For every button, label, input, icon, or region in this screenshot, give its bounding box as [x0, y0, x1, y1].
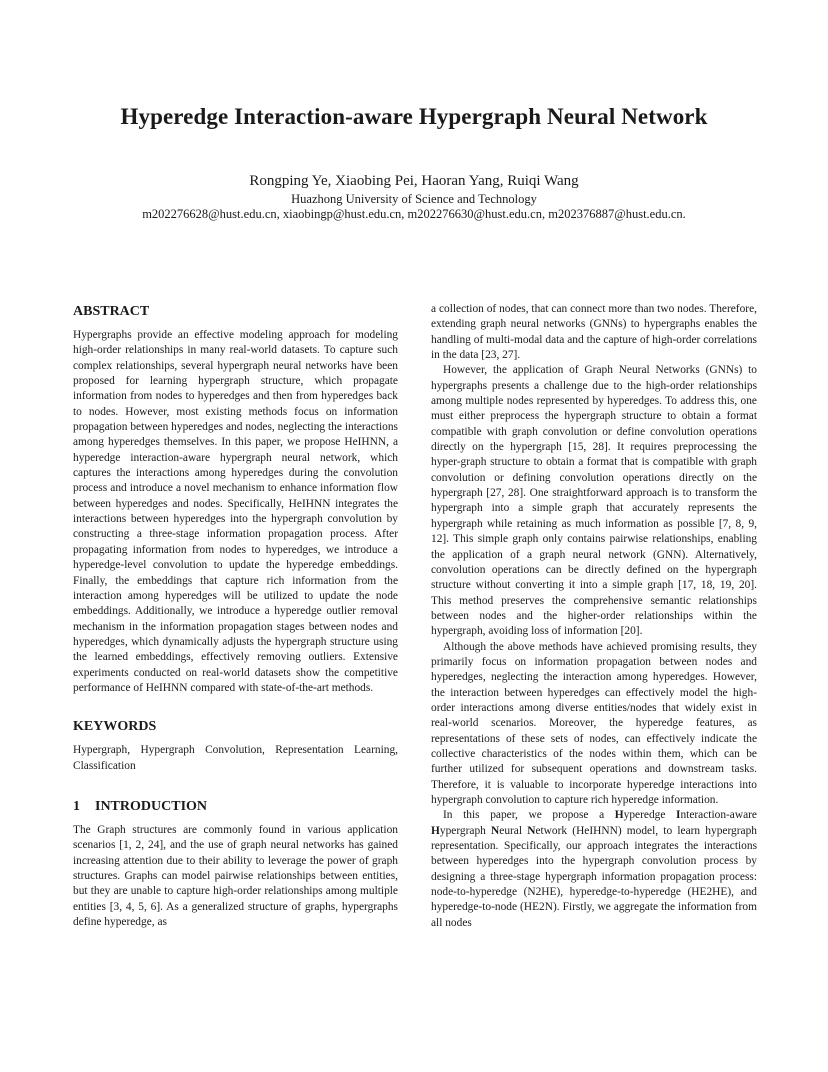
text-run: yperedge	[623, 809, 677, 822]
abstract-heading: ABSTRACT	[73, 304, 150, 319]
text-run: nteraction-aware	[680, 809, 757, 822]
bold-letter: H	[431, 824, 440, 837]
text-run: In this paper, we propose a	[443, 809, 615, 822]
section-number: 1	[73, 798, 80, 814]
intro-paragraph-1: The Graph structures are commonly found in various application scenarios [1, 2, 24], and the use of graph neural networks has gained increasing attention due to their ability to leverage the power of graph structures. Graphs can model pairwise relationships between entities, but they are unable to capture high-order relationships among multiple entities [3, 4, 5, 6]. As a generalized structure of graphs, hypergraphs define hyperedge, as	[73, 823, 398, 928]
left-column	[73, 303, 398, 930]
affiliation: Huazhong University of Science and Technology	[291, 192, 537, 206]
bold-letter: N	[491, 824, 500, 837]
bold-letter: I	[676, 809, 681, 822]
author-list: Rongping Ye, Xiaobing Pei, Haoran Yang, Ruiqi Wang	[249, 173, 579, 189]
bold-letter: N	[527, 824, 536, 837]
text-run: eural	[499, 824, 528, 837]
text-run: ypergraph	[439, 824, 492, 837]
bold-letter: H	[614, 809, 624, 822]
keywords-heading: KEYWORDS	[73, 719, 157, 735]
text-run: etwork (HeIHNN) model, to learn hypergraph representation. Specifically, our approach integrates the interactions between hyperedges into the hypergraph convolution process by designing a three-stage hypergraph information propagation process: node-to-hyperedge (N2HE), hyperedge-to-hyperedge (HE2HE), and hyperedge-to-node (HE2N). Firstly, we aggregate the information from all nodes	[431, 824, 757, 929]
author-emails: m202276628@hust.edu.cn, xiaobingp@hust.edu.cn, m202276630@hust.edu.cn, m202376887@hust.edu.cn.	[142, 207, 686, 221]
abstract-text: Hypergraphs provide an effective modeling approach for modeling high-order relationships in many real-world datasets. To capture such complex relationships, several hypergraph neural networks have been proposed for learning hypergraph structure, which propagate information from nodes to hyperedges and then from hyperedges back to nodes. However, most existing methods focus on information propagation between hyperedges and nodes, neglecting the interactions among hyperedges themselves. In this paper, we propose HeIHNN, a hyperedge interaction-aware hypergraph neural network, which captures the interactions among hyperedges during the convolution process and introduce a novel mechanism to enhance information flow between hyperedges and nodes. Specifically, HeIHNN integrates the interactions between hyperedges into the hypergraph convolution by constructing a three-stage information propagation process. After propagating information from nodes to hyperedges, we introduce a hyperedge-level convolution to update the hyperedge embeddings. Finally, the embeddings that capture rich information from the interaction among hyperedges will be utilized to update the node embeddings. Additionally, we introduce a hyperedge outlier removal mechanism in the information propagation stages between nodes and hyperedges, which dynamically adjusts the hypergraph structure using the learned embeddings, effectively removing outliers. Extensive experiments conducted on real-world datasets show the competitive performance of HeIHNN compared with state-of-the-art methods.	[73, 329, 398, 694]
right-column	[431, 302, 757, 931]
keywords-text: Hypergraph, Hypergraph Convolution, Representation Learning, Classification	[73, 744, 398, 772]
intro-paragraph-3: Although the above methods have achieved promising results, they primarily focus on information propagation between nodes and hyperedges, neglecting the interaction among hyperedges. However, the interaction between hyperedges can effectively model the high-order interactions among diverse entities/nodes that widely exist in real-world scenarios. Moreover, the hyperedge features, as representations of these sets of nodes, can effectively indicate the collective characteristics of the nodes within them, which can be further utilized for subsequent operations and downstream tasks. Therefore, it is valuable to incorporate hyperedge interactions into hypergraph convolution to capture rich hyperedge information.	[431, 640, 757, 806]
introduction-heading	[73, 798, 398, 816]
section-title: INTRODUCTION	[95, 798, 208, 814]
paper-title: Hyperedge Interaction-aware Hypergraph Neural Network	[120, 104, 708, 129]
intro-paragraph-4	[431, 808, 757, 931]
intro-paragraph-1-continued: a collection of nodes, that can connect more than two nodes. Therefore, extending graph neural networks (GNNs) to hypergraphs enables the handling of multi-modal data and the capture of high-order correlations in the data [23, 27].	[431, 303, 757, 362]
intro-paragraph-2: However, the application of Graph Neural Networks (GNNs) to hypergraphs presents a challenge due to the high-order relationships among multiple nodes represented by hyperedges. To address this, one must either preprocess the hypergraph structure to obtain a format compatible with graph convolution or define convolution operations directly on the hypergraph [15, 28]. It requires preprocessing the hyper-graph structure to obtain a format that is compatible with graph convolution or defining convolution operations directly on the hypergraph [27, 28]. One straightforward approach is to transform the hypergraph into a simple graph that accurately represents the hypergraph while retaining as much information as possible [7, 8, 9, 12]. This simple graph only contains pairwise relationships, enabling the application of a graph neural network (GNN). Alternatively, convolution operations can be directly defined on the hypergraph structure without converting it into a simple graph [17, 18, 19, 20]. This method preserves the comprehensive semantic relationships between nodes and the higher-order relationships within the hypergraph, avoiding loss of information [20].	[431, 364, 757, 638]
